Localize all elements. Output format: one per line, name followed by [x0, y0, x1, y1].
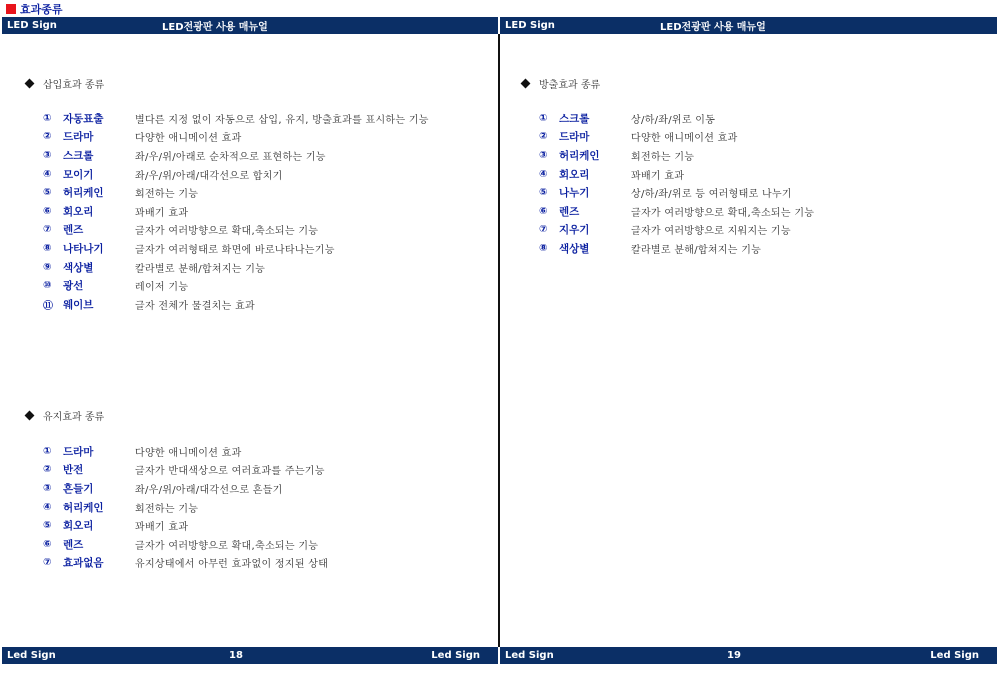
right-page-footer: [500, 647, 997, 664]
item-number: ⑩: [43, 280, 52, 292]
effect-description: 다양한 애니메이션 효과: [135, 447, 242, 459]
effect-name: 회오리: [63, 520, 94, 533]
effect-description: 글자가 여러방향으로 확대,축소되는 기능: [631, 207, 815, 219]
effect-description: 좌/우/위/아래/대각선으로 흔들기: [135, 484, 283, 496]
item-number: ②: [539, 131, 548, 143]
effect-name: 광선: [63, 280, 84, 293]
page-number: 18: [229, 650, 243, 661]
list-item: [43, 442, 328, 461]
item-number: ⑤: [43, 187, 52, 199]
page-divider: [498, 34, 500, 647]
item-number: ④: [43, 501, 52, 513]
list-item: [43, 276, 429, 295]
effect-name: 나타나기: [63, 242, 104, 255]
effect-description: 꽈배기 효과: [631, 170, 685, 182]
header-title: LED전광판 사용 매뉴얼: [162, 22, 268, 33]
list-item: [43, 146, 429, 165]
item-number: ④: [539, 168, 548, 180]
footer-brand: Led Sign: [7, 650, 56, 661]
insert-section-heading: [26, 76, 104, 91]
list-item: [43, 128, 429, 147]
item-number: ⑤: [43, 520, 52, 532]
list-item: [539, 183, 814, 202]
effect-description: 좌/우/위/아래/대각선으로 합치기: [135, 170, 283, 182]
effect-description: 상/하/좌/위로 등 여러형태로 나누기: [631, 189, 792, 201]
effect-description: 글자가 여러방향으로 지워지는 기능: [631, 226, 791, 238]
section-heading-text: 삽입효과 종류: [43, 80, 105, 91]
insert-effects-list: [43, 109, 429, 314]
effect-description: 글자가 여러형태로 화면에 바로나타나는기능: [135, 244, 335, 256]
item-number: ③: [43, 482, 52, 494]
item-number: ③: [539, 149, 548, 161]
item-number: ⑥: [539, 205, 548, 217]
effect-name: 드라마: [559, 131, 590, 144]
list-item: [43, 221, 429, 240]
effect-name: 효과없음: [63, 557, 104, 570]
left-page-header: [2, 17, 498, 34]
effect-description: 회전하는 기능: [135, 189, 199, 201]
effect-name: 흔들기: [63, 482, 94, 495]
item-number: ②: [43, 131, 52, 143]
item-number: ④: [43, 168, 52, 180]
diamond-bullet-icon: [25, 79, 35, 89]
effect-description: 좌/우/위/아래로 순차적으로 표현하는 기능: [135, 151, 326, 163]
list-item: [43, 535, 328, 554]
effect-name: 반전: [63, 464, 84, 477]
effect-description: 글자가 반대색상으로 여러효과를 주는기능: [135, 466, 325, 478]
item-number: ②: [43, 464, 52, 476]
item-number: ⑤: [539, 187, 548, 199]
effect-description: 상/하/좌/위로 이동: [631, 114, 716, 126]
footer-brand-right: Led Sign: [431, 650, 480, 661]
effect-name: 회오리: [559, 168, 590, 181]
list-item: [539, 239, 814, 258]
effect-description: 칼라별로 분해/합쳐지는 기능: [135, 263, 266, 275]
item-number: ⑦: [539, 224, 548, 236]
list-item: [43, 554, 328, 573]
item-number: ⑧: [539, 242, 548, 254]
effect-description: 칼라별로 분해/합쳐지는 기능: [631, 244, 762, 256]
list-item: [43, 258, 429, 277]
list-item: [43, 109, 429, 128]
effect-name: 나누기: [559, 187, 590, 200]
list-item: [539, 202, 814, 221]
effect-name: 허리케인: [63, 501, 104, 514]
document-title-text: 효과종류: [20, 3, 63, 16]
effect-name: 드라마: [63, 445, 94, 458]
effect-description: 꽈배기 효과: [135, 522, 189, 534]
effect-name: 웨이브: [63, 298, 94, 311]
effect-description: 회전하는 기능: [135, 503, 199, 515]
hold-section-heading: [26, 408, 104, 423]
list-item: [43, 165, 429, 184]
list-item: [43, 183, 429, 202]
effect-name: 색상별: [63, 261, 94, 274]
header-brand: LED Sign: [7, 20, 57, 31]
effect-description: 유지상태에서 아무런 효과없이 정지된 상태: [135, 559, 329, 571]
item-number: ①: [43, 112, 52, 124]
item-number: ⑥: [43, 538, 52, 550]
list-item: [43, 202, 429, 221]
effect-description: 꽈배기 효과: [135, 207, 189, 219]
list-item: [43, 498, 328, 517]
hold-effects-list: [43, 442, 328, 572]
list-item: [43, 239, 429, 258]
item-number: ⑧: [43, 242, 52, 254]
item-number: ⑦: [43, 224, 52, 236]
effect-description: 글자 전체가 물결치는 효과: [135, 300, 255, 312]
effect-description: 다양한 애니메이션 효과: [631, 133, 738, 145]
effect-name: 렌즈: [63, 224, 84, 237]
effect-description: 별다른 지정 없이 자동으로 삽입, 유지, 방출효과를 표시하는 기능: [135, 114, 429, 126]
section-heading-text: 유지효과 종류: [43, 412, 105, 423]
effect-name: 허리케인: [63, 187, 104, 200]
effect-description: 레이저 기능: [135, 282, 189, 294]
header-title: LED전광판 사용 매뉴얼: [660, 22, 766, 33]
section-heading-text: 방출효과 종류: [539, 80, 601, 91]
right-page-header: [500, 17, 997, 34]
list-item: [43, 516, 328, 535]
list-item: [539, 221, 814, 240]
effect-name: 모이기: [63, 168, 94, 181]
effect-name: 지우기: [559, 224, 590, 237]
effect-name: 스크롤: [559, 112, 590, 125]
list-item: [539, 165, 814, 184]
list-item: [539, 146, 814, 165]
item-number: ⑪: [43, 300, 53, 312]
red-square-icon: [6, 4, 16, 14]
footer-brand-right: Led Sign: [930, 650, 979, 661]
diamond-bullet-icon: [521, 79, 531, 89]
item-number: ③: [43, 149, 52, 161]
list-item: [539, 128, 814, 147]
effect-name: 렌즈: [63, 538, 84, 551]
effect-description: 글자가 여러방향으로 확대,축소되는 기능: [135, 540, 319, 552]
exit-section-heading: [522, 76, 600, 91]
effect-description: 다양한 애니메이션 효과: [135, 133, 242, 145]
left-page-footer: [2, 647, 498, 664]
item-number: ①: [43, 445, 52, 457]
item-number: ⑥: [43, 205, 52, 217]
effect-name: 자동표출: [63, 112, 104, 125]
item-number: ⑦: [43, 557, 52, 569]
diamond-bullet-icon: [25, 411, 35, 421]
exit-effects-list: [539, 109, 814, 258]
item-number: ①: [539, 112, 548, 124]
page-number: 19: [727, 650, 741, 661]
footer-brand: Led Sign: [505, 650, 554, 661]
list-item: [43, 479, 328, 498]
list-item: [43, 461, 328, 480]
effect-name: 허리케인: [559, 149, 600, 162]
header-brand: LED Sign: [505, 20, 555, 31]
effect-description: 회전하는 기능: [631, 151, 695, 163]
effect-name: 렌즈: [559, 205, 580, 218]
effect-name: 색상별: [559, 242, 590, 255]
document-title: [6, 1, 63, 17]
item-number: ⑨: [43, 261, 52, 273]
list-item: [43, 295, 429, 314]
effect-name: 스크롤: [63, 149, 94, 162]
effect-description: 글자가 여러방향으로 확대,축소되는 기능: [135, 226, 319, 238]
list-item: [539, 109, 814, 128]
effect-name: 드라마: [63, 131, 94, 144]
effect-name: 회오리: [63, 205, 94, 218]
